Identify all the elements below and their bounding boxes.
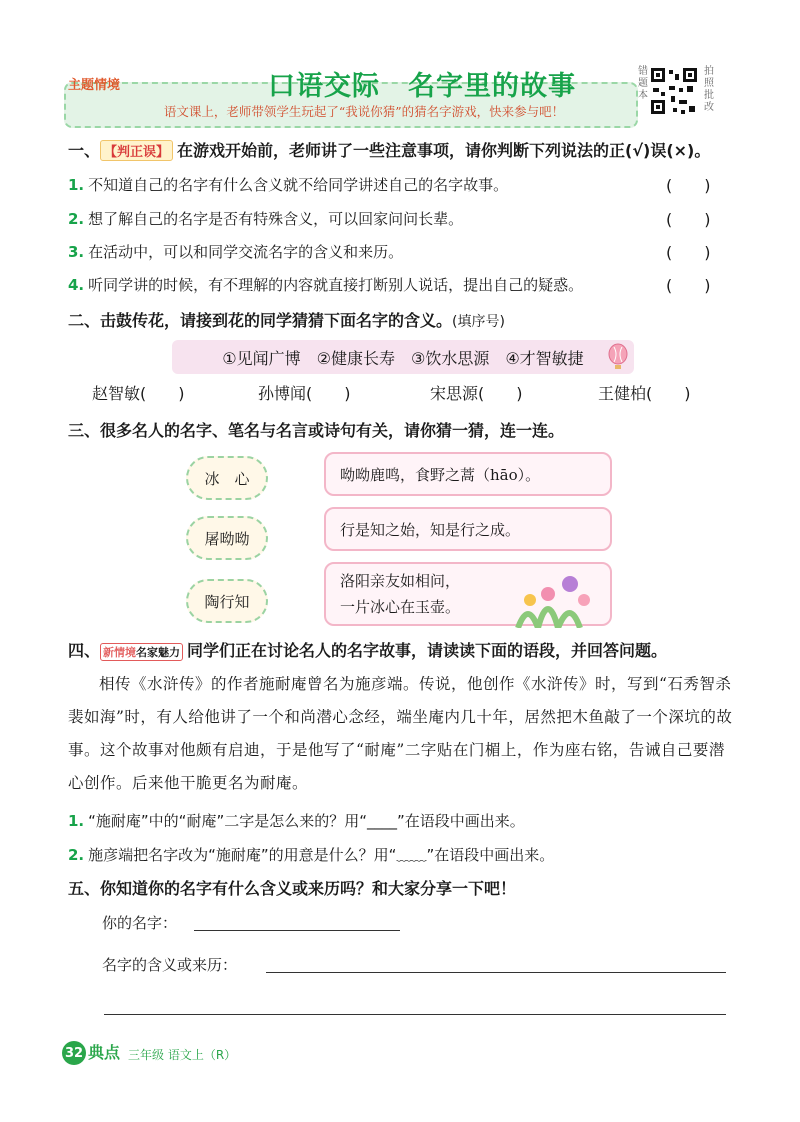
item-number: 4. bbox=[68, 276, 85, 294]
name-answer-4[interactable]: 王健柏( ) bbox=[598, 384, 691, 403]
quote-card-1[interactable] bbox=[324, 452, 612, 496]
question-text: “施耐庵”中的“耐庵”二字是怎么来的？用“____”在语段中画出来。 bbox=[88, 812, 525, 830]
section-5-heading: 五、你知道你的名字有什么含义或来历吗？和大家分享一下吧！ bbox=[68, 879, 517, 898]
origin-answer-line-2[interactable] bbox=[104, 1014, 726, 1015]
answer-paren-3[interactable]: ( ) bbox=[666, 243, 711, 262]
quote-text: 呦呦鹿鸣，食野之蒿（hāo）。 bbox=[340, 465, 541, 484]
section-1-title: 在游戏开始前，老师讲了一些注意事项，请你判断下列说法的正(√)误(×)。 bbox=[177, 141, 711, 160]
section-1-prefix: 一、 bbox=[68, 141, 101, 160]
s1-item-3 bbox=[68, 241, 403, 262]
item-text: 不知道自己的名字有什么含义就不给同学讲述自己的名字故事。 bbox=[88, 176, 509, 194]
section-4-heading bbox=[68, 638, 667, 661]
left-name-3[interactable]: 陶行知 bbox=[186, 579, 268, 623]
section-2-hint: (填序号) bbox=[452, 314, 505, 330]
brand-logo: 典点 bbox=[88, 1043, 121, 1062]
quote-line-1: 洛阳亲友如相问， bbox=[340, 572, 461, 590]
name-answer-3[interactable]: 宋思源( ) bbox=[430, 384, 523, 403]
left-name-2[interactable]: 屠呦呦 bbox=[186, 516, 268, 560]
section-3-heading: 三、很多名人的名字、笔名与名言或诗句有关，请你猜一猜，连一连。 bbox=[68, 421, 565, 440]
item-number: 3. bbox=[68, 243, 85, 261]
qr-code-icon[interactable] bbox=[649, 66, 699, 116]
grade-subject: 三年级 语文上（R） bbox=[128, 1048, 237, 1062]
name-answer-2[interactable]: 孙博闻( ) bbox=[258, 384, 351, 403]
section-2-heading bbox=[68, 308, 505, 331]
quote-line-2: 一片冰心在玉壶。 bbox=[340, 598, 461, 616]
question-number: 1. bbox=[68, 812, 85, 830]
side-label-left: 错题本 bbox=[638, 66, 648, 101]
quote-text: 行是知之始，知是行之成。 bbox=[340, 520, 521, 539]
section-1-heading bbox=[68, 138, 710, 161]
name-label: 你的名字： bbox=[102, 914, 178, 932]
page-title: 口语交际 名字里的故事 bbox=[268, 71, 576, 102]
s1-item-1 bbox=[68, 174, 508, 195]
name-answer-line[interactable] bbox=[194, 930, 400, 931]
section-4-prefix: 四、 bbox=[68, 641, 101, 660]
intro-text: 语文课上，老师带领学生玩起了“我说你猜”的猜名字游戏，快来参与吧！ bbox=[163, 104, 565, 119]
quote-card-2[interactable] bbox=[324, 507, 612, 551]
item-text: 在活动中，可以和同学交流名字的含义和来历。 bbox=[88, 243, 404, 261]
answer-paren-4[interactable]: ( ) bbox=[666, 276, 711, 295]
page-number: 32 bbox=[62, 1041, 86, 1065]
theme-tag: 主题情境 bbox=[68, 78, 121, 93]
question-number: 2. bbox=[68, 846, 85, 864]
side-label-right: 拍照批改 bbox=[704, 66, 714, 113]
section-2-title: 二、击鼓传花，请接到花的同学猜猜下面名字的含义。 bbox=[68, 311, 453, 330]
item-text: 听同学讲的时候，有不理解的内容就直接打断别人说话，提出自己的疑惑。 bbox=[88, 276, 584, 294]
item-number: 2. bbox=[68, 210, 85, 228]
answer-paren-1[interactable]: ( ) bbox=[666, 176, 711, 195]
section-4-title: 同学们正在讨论名人的名字故事，请读读下面的语段，并回答问题。 bbox=[187, 641, 668, 660]
meaning-options: ①见闻广博 ②健康长寿 ③饮水思源 ④才智敏捷 bbox=[222, 349, 584, 368]
name-answer-1[interactable]: 赵智敏( ) bbox=[92, 384, 185, 403]
item-text: 想了解自己的名字是否有特殊含义，可以回家问问长辈。 bbox=[88, 210, 464, 228]
reading-paragraph: 相传《水浒传》的作者施耐庵曾名为施彦端。传说，他创作《水浒传》时，写到“石秀智杀裴如海”时，有人给他讲了一个和尚潜心念经，端坐庵内几十年，居然把木鱼敲了一个深坑的故事。这个故事对他颇有启迪，于是他写了“耐庵”二字贴在门楣上，作为座右铭，告诫自己要潜心创作。后来他干脆更名为耐庵。 bbox=[68, 675, 733, 792]
s4-question-2 bbox=[68, 844, 554, 865]
answer-paren-2[interactable]: ( ) bbox=[666, 210, 711, 229]
s1-item-4 bbox=[68, 274, 583, 295]
flowers-icon bbox=[508, 570, 598, 628]
item-number: 1. bbox=[68, 176, 85, 194]
balloon-icon bbox=[605, 343, 631, 371]
left-name-1[interactable]: 冰 心 bbox=[186, 456, 268, 500]
question-text: 施彦端把名字改为“施耐庵”的用意是什么？用“﹏﹏”在语段中画出来。 bbox=[88, 846, 555, 864]
s4-question-1 bbox=[68, 810, 525, 831]
s1-item-2 bbox=[68, 208, 463, 229]
judge-badge: 【判正误】 bbox=[100, 140, 173, 161]
new-context-tag: 新情境名家魅力 bbox=[100, 643, 183, 661]
origin-answer-line-1[interactable] bbox=[266, 972, 726, 973]
origin-label: 名字的含义或来历： bbox=[102, 956, 238, 974]
